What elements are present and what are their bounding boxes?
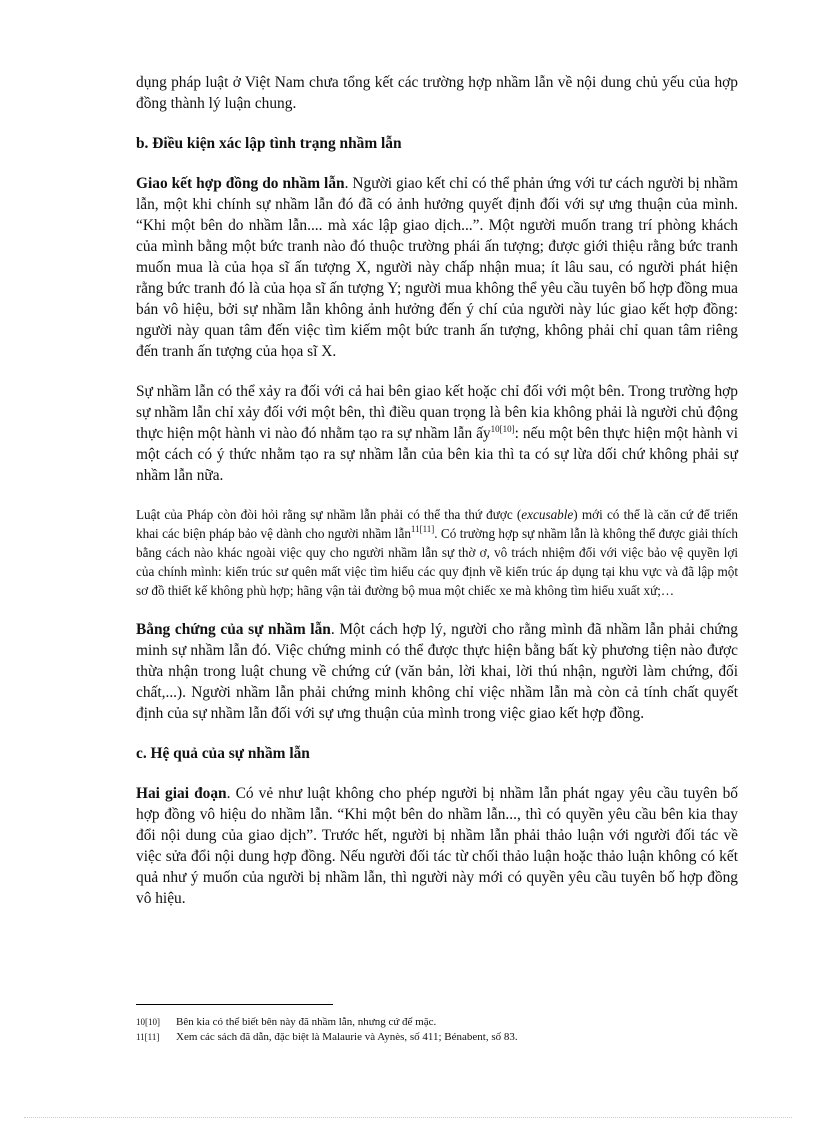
document-body: [136, 72, 738, 909]
paragraph-luat-phap: [136, 505, 738, 600]
paragraph-text: . Có trường hợp sự nhầm lẫn là không thể được giải thích bằng cách nào khác ngoài việc quy cho người nhầm lẫn sự thờ ơ, vô trách nhiệm đối với việc bảo vệ quyền lợi của chính mình: kiến trúc sư quên mất việc tìm hiểu các quy định về kiến trúc áp dụng tại khu vực và đã lập một sơ đồ thiết kế không phù hợp; hãng vận tải đường bộ mua một chiếc xe mà không tìm hiểu xuất xứ;…: [136, 526, 738, 598]
emphasis-term: excusable: [521, 507, 574, 522]
page-bottom-border: [24, 1117, 792, 1118]
paragraph-bang-chung: [136, 619, 738, 724]
footnote-mark: 10[10]: [136, 1017, 160, 1027]
footnote-11: [136, 1030, 738, 1045]
paragraph-text: . Có vẻ như luật không cho phép người bị nhầm lẫn phát ngay yêu cầu tuyên bố hợp đồng vô hiệu do nhầm lẫn. “Khi một bên do nhầm lẫn..., thì có quyền yêu cầu bên kia thay đổi nội dung của giao dịch”. Trước hết, người bị nhầm lẫn phải thảo luận với người đối tác về việc sửa đổi nội dung hợp đồng. Nếu người đối tác từ chối thảo luận hoặc thảo luận không có kết quả như ý muốn của người bị nhầm lẫn, thì người này mới có quyền yêu cầu tuyên bố hợp đồng vô hiệu.: [136, 785, 738, 907]
paragraph-hai-ben: [136, 381, 738, 486]
footnote-10: [136, 1015, 738, 1030]
paragraph-text: : nếu một bên thực hiện một hành vi một cách có ý thức nhằm tạo ra sự nhầm lẫn của bên kia thì ta có sự lừa dối chứ không phải sự nhầm lẫn nữa.: [136, 425, 738, 484]
paragraph-giao-ket: [136, 173, 738, 362]
paragraph-text: Sự nhầm lẫn có thể xảy ra đối với cả hai bên giao kết hoặc chỉ đối với một bên. Trong trường hợp sự nhầm lẫn chỉ xảy đối với một bên, thì điều quan trọng là bên kia không phải là người chủ động thực hiện một hành vi nào đó nhằm tạo ra sự nhầm lẫn ấy: [136, 383, 738, 442]
paragraph-text: ) mới có thể là căn cứ để triển khai các biện pháp bảo vệ dành cho người nhầm lẫn: [136, 507, 738, 541]
paragraph-lead: Hai giai đoạn: [136, 785, 227, 802]
paragraph-hai-giai-doan: [136, 783, 738, 909]
paragraph-text: Luật của Pháp còn đòi hỏi rằng sự nhầm lẫn phải có thể tha thứ được (: [136, 507, 522, 522]
footnotes: [136, 1015, 738, 1045]
paragraph-lead: Giao kết hợp đồng do nhầm lẫn: [136, 175, 345, 192]
footnote-text: Xem các sách đã dẫn, đặc biệt là Malaurie và Aynès, số 411; Bénabent, số 83.: [176, 1031, 518, 1043]
footnote-ref-11[interactable]: 11[11]: [410, 524, 435, 534]
section-heading-c: c. Hệ quả của sự nhầm lẫn: [136, 745, 310, 762]
paragraph-continuation: dụng pháp luật ở Việt Nam chưa tổng kết các trường hợp nhầm lẫn về nội dung chủ yếu của hợp đồng thành lý luận chung.: [136, 74, 738, 112]
section-heading-b: b. Điều kiện xác lập tình trạng nhầm lẫn: [136, 135, 402, 152]
footnote-mark: 11[11]: [136, 1032, 160, 1042]
paragraph-lead: Bằng chứng của sự nhầm lẫn: [136, 621, 331, 638]
footnote-ref-10[interactable]: 10[10]: [490, 424, 515, 434]
paragraph-text: . Một cách hợp lý, người cho rằng mình đã nhầm lẫn phải chứng minh sự nhầm lẫn đó. Việc chứng minh có thể được thực hiện bằng bất kỳ phương tiện nào được thừa nhận trong luật chung về chứng cứ (văn bản, lời khai, lời thú nhận, người làm chứng, đối chất,...). Người nhầm lẫn phải chứng minh không chỉ việc nhầm lẫn mà còn cả tính chất quyết định của sự nhầm lẫn đối với sự ưng thuận của mình trong việc giao kết hợp đồng.: [136, 621, 738, 722]
footnote-separator: [136, 1004, 333, 1005]
paragraph-text: . Người giao kết chỉ có thể phản ứng với tư cách người bị nhầm lẫn, một khi chính sự nhầm lẫn đó đã có ảnh hưởng quyết định đối với sự ưng thuận của mình. “Khi một bên do nhầm lẫn.... mà xác lập giao dịch...”. Một người muốn trang trí phòng khách của mình bằng một bức tranh nào đó thuộc trường phái ấn tượng; được giới thiệu rằng bức tranh muốn mua là của họa sĩ ấn tượng X, người này chấp nhận mua; ít lâu sau, có người phát hiện rằng bức tranh đó là của họa sĩ ấn tượng Y; người mua không thể yêu cầu tuyên bố hợp đồng mua bán vô hiệu, bởi sự nhầm lẫn không ảnh hưởng đến ý chí của người này lúc giao kết hợp đồng: người này quan tâm đến việc tìm kiếm một bức tranh ấn tượng, không phải chỉ quan tâm riêng đến tranh ấn tượng của họa sĩ X.: [136, 175, 738, 360]
footnote-text: Bên kia có thể biết bên này đã nhầm lẫn, nhưng cứ để mặc.: [176, 1016, 437, 1028]
